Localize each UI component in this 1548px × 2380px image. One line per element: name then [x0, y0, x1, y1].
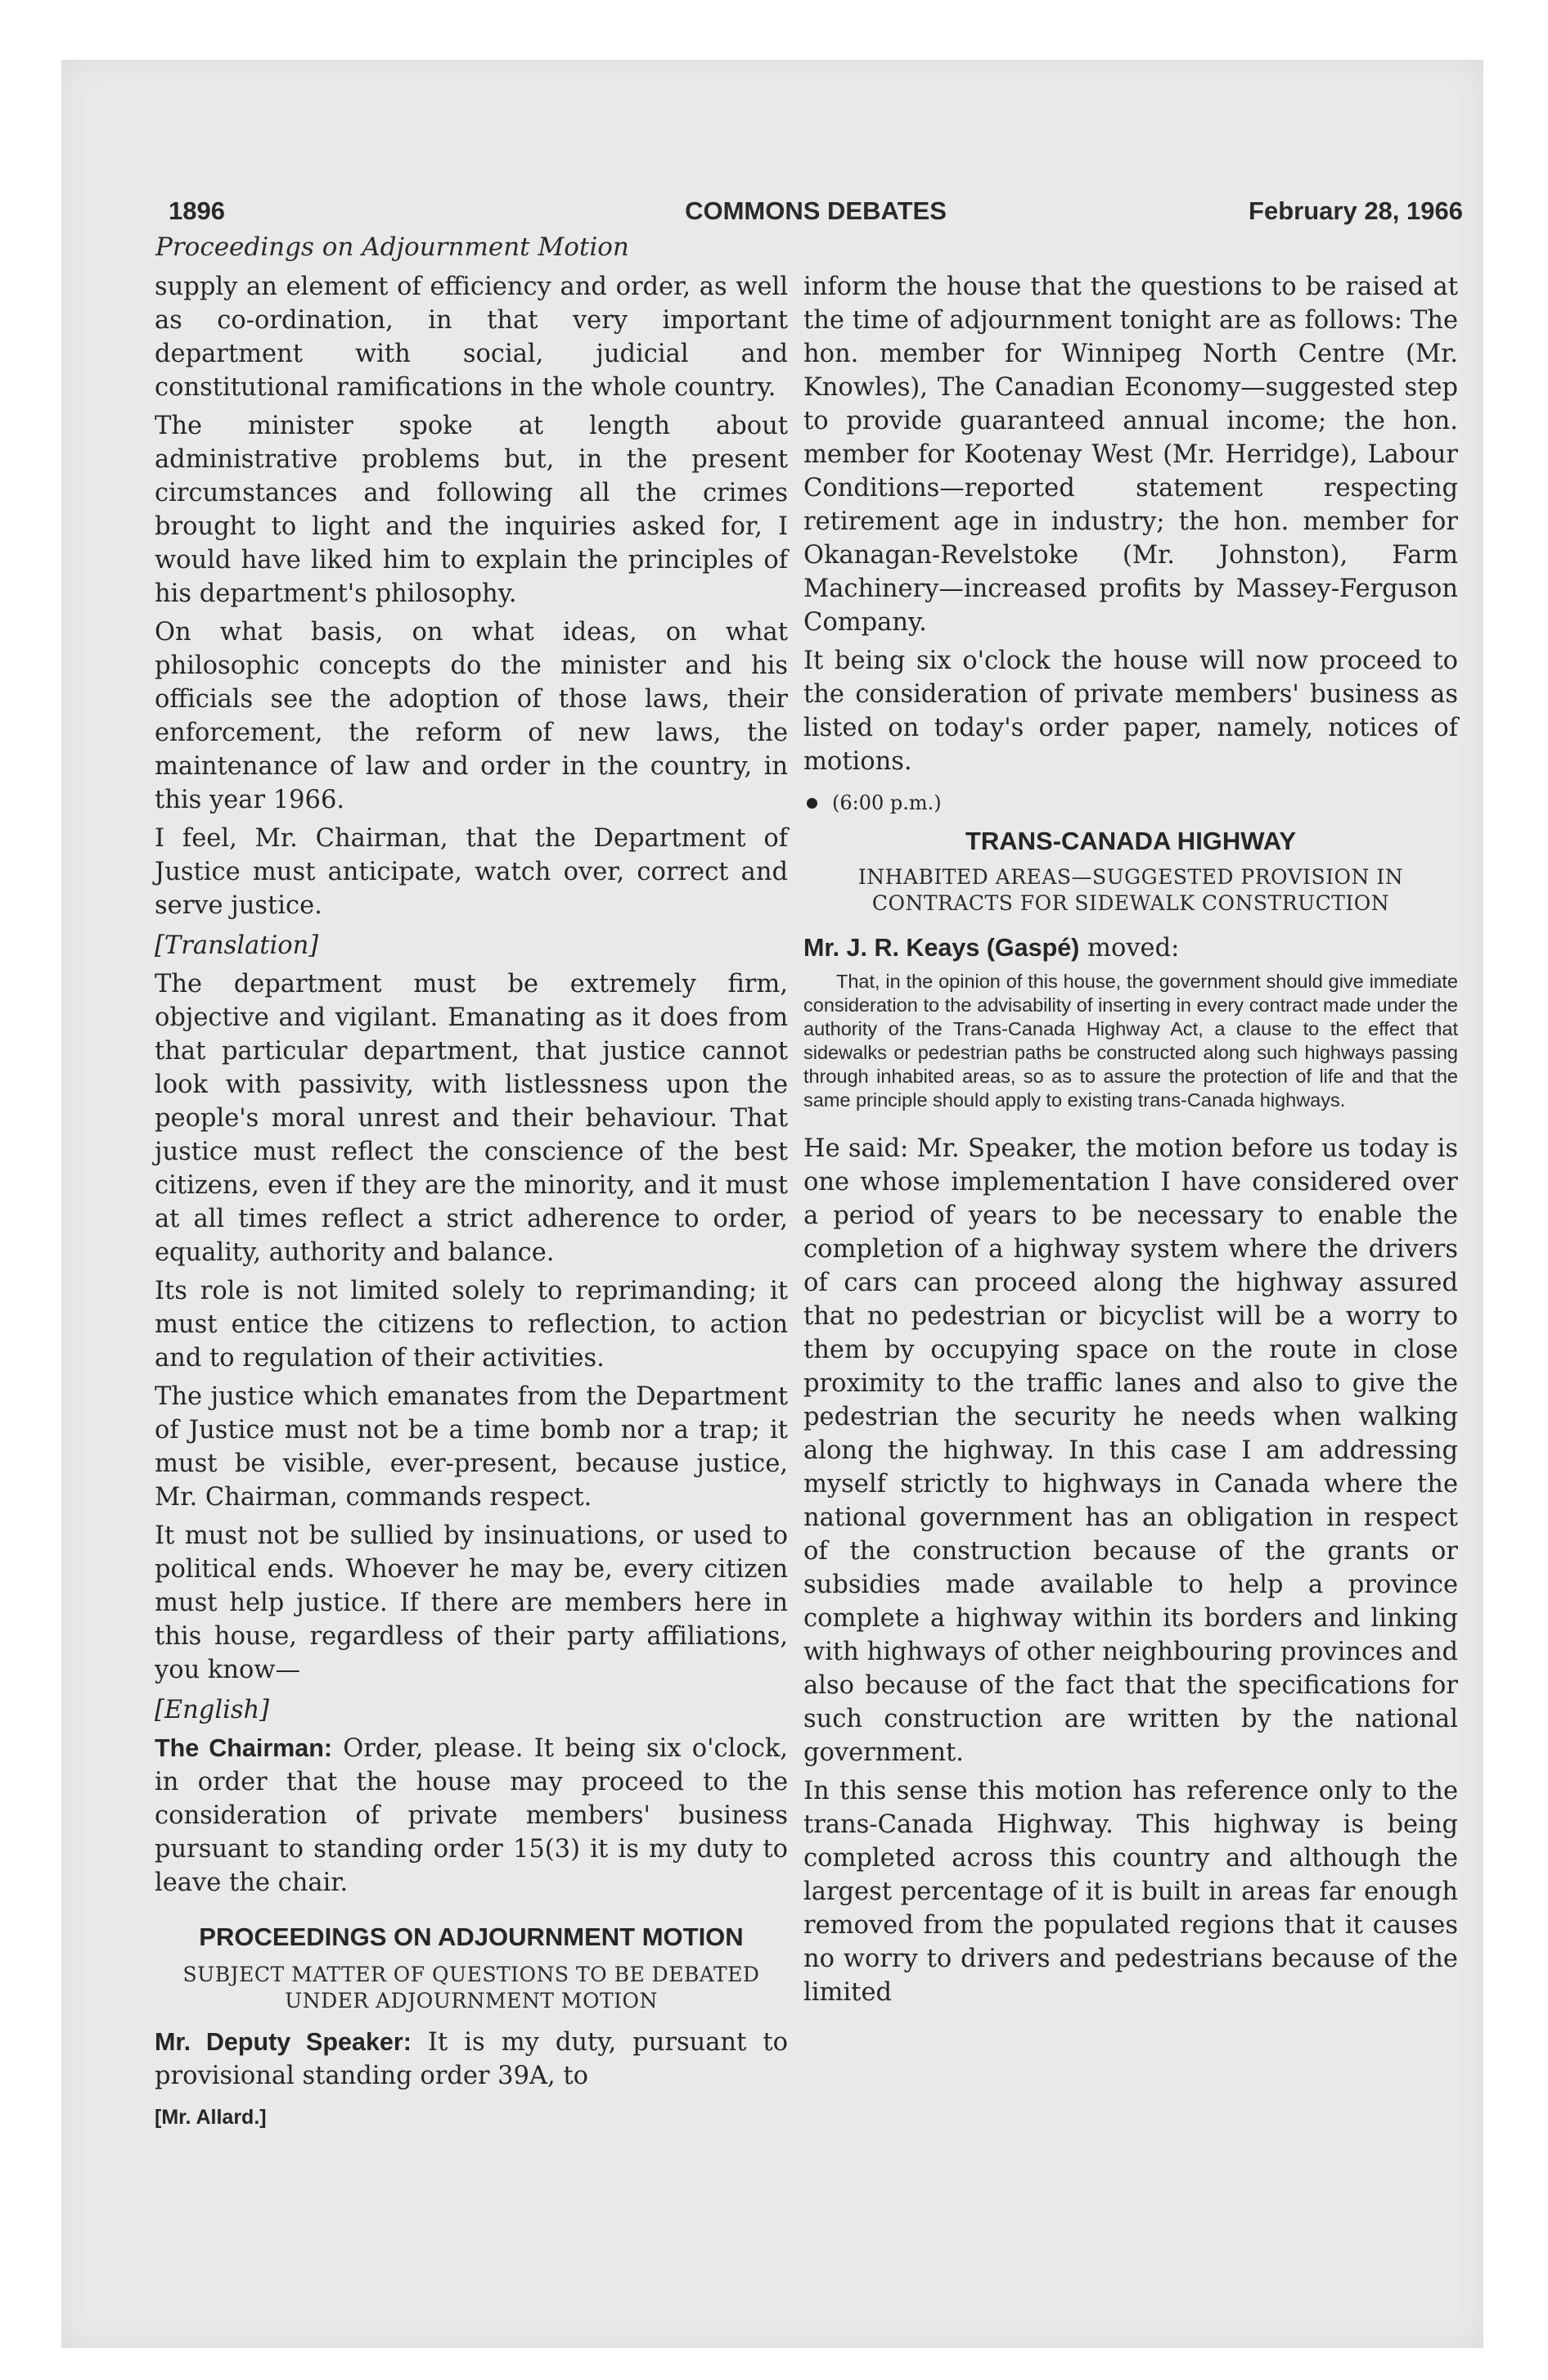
- section-heading: TRANS-CANADA HIGHWAY: [965, 827, 1297, 855]
- translation-tag: [Translation]: [155, 931, 319, 960]
- paragraph: It being six o'clock the house will now proceed to the consideration of private members' business as listed on today's order paper, namely, notices of motions.: [803, 647, 1458, 776]
- speech-text: It is my duty, pursuant to provisional standing order 39A, to: [155, 2028, 788, 2090]
- paragraph: The justice which emanates from the Department of Justice must not be a time bomb nor a trap; it must be visible, ever-present, because justice, Mr. Chairman, commands respect.: [155, 1382, 788, 1512]
- speech-text: Order, please. It being six o'clock, in order that the house may proceed to the consideration of private members' business pursuant to standing order 15(3) it is my duty to leave the chair.: [155, 1734, 788, 1897]
- running-head: Proceedings on Adjournment Motion: [155, 232, 629, 262]
- chairman-paragraph: [155, 1732, 788, 1900]
- section-subheading: SUBJECT MATTER OF QUESTIONS TO BE DEBATED UNDER ADJOURNMENT MOTION: [182, 1963, 760, 2013]
- page-header: [169, 196, 1463, 229]
- bullet-icon: [807, 798, 817, 809]
- page-number: 1896: [169, 196, 225, 225]
- speaker-name: The Chairman:: [155, 1734, 333, 1762]
- paragraph: inform the house that the questions to be raised at the time of adjournment tonight are as follows: The hon. member for Winnipeg North Centre (Mr. Knowles), The Canadian Economy—suggested step to provide guaranteed annual income; the hon. member for Kootenay West (Mr. Herridge), Labour Conditions—reported statement respecting retirement age in industry; the hon. member for Okanagan-Revelstoke (Mr. Johnston), Farm Machinery—increased profits by Massey-Ferguson Company.: [803, 273, 1458, 637]
- deputy-speaker-paragraph: [155, 2026, 788, 2093]
- left-column: [155, 270, 788, 2134]
- paragraph: I feel, Mr. Chairman, that the Department of Justice must anticipate, watch over, correct and serve justice.: [155, 824, 788, 920]
- english-tag: [English]: [155, 1696, 270, 1724]
- publication-title: COMMONS DEBATES: [685, 196, 947, 225]
- paragraph: supply an element of efficiency and order, as well as co-ordination, in that very important department with social, judicial and constitutional ramifications in the whole country.: [155, 273, 788, 402]
- paragraph: On what basis, on what ideas, on what philosophic concepts do the minister and his officials see the adoption of those laws, their enforcement, the reform of new laws, the maintenance of law and order in the country, in this year 1966.: [155, 618, 788, 814]
- motion-text: That, in the opinion of this house, the government should give immediate consideration to the advisability of inserting in every contract made under the authority of the Trans-Canada Highway Act, a clause to the effect that sidewalks or pedestrian paths be constructed along such highways passing through inhabited areas, so as to assure the protection of life and that the same principle should apply to existing trans-Canada highways.: [803, 971, 1458, 1111]
- page-date: February 28, 1966: [1249, 196, 1463, 225]
- speech-text: moved:: [1079, 934, 1180, 962]
- speaker-name: Mr. J. R. Keays (Gaspé): [803, 934, 1080, 962]
- paragraph: The minister spoke at length about administrative problems but, in the present circumstances and following all the crimes brought to light and the inquiries asked for, I would have liked him to explain the principles of his department's philosophy.: [155, 412, 788, 608]
- section-heading: PROCEEDINGS ON ADJOURNMENT MOTION: [199, 1922, 744, 1951]
- right-column: [803, 270, 1458, 2014]
- section-subheading: INHABITED AREAS—SUGGESTED PROVISION IN CONTRACTS FOR SIDEWALK CONSTRUCTION: [857, 865, 1404, 915]
- paragraph: The department must be extremely firm, objective and vigilant. Emanating as it does from that particular department, that justice cannot look with passivity, with listlessness upon the people's moral unrest and their behaviour. That justice must reflect the conscience of the best citizens, even if they are the minority, and it must at all times reflect a strict adherence to order, equality, authority and balance.: [155, 970, 788, 1267]
- paragraph: Its role is not limited solely to reprimanding; it must entice the citizens to reflection, to action and to regulation of their activities.: [155, 1277, 788, 1373]
- speaker-name: Mr. Deputy Speaker:: [155, 2028, 412, 2056]
- timestamp: [803, 787, 1458, 820]
- mover-paragraph: [803, 931, 1458, 965]
- column-footer: [Mr. Allard.]: [155, 2106, 267, 2129]
- paragraph: He said: Mr. Speaker, the motion before us today is one whose implementation I have considered over a period of years to be necessary to enable the completion of a highway system where the drivers of cars can proceed along the highway assured that no pedestrian or bicyclist will be a worry to them by occupying space on the route in close proximity to the traffic lanes and also to give the pedestrian the security he needs when walking along the highway. In this case I am addressing myself strictly to highways in Canada where the national government has an obligation in respect of the construction because of the grants or subsidies made available to help a province complete a highway within its borders and linking with highways of other neighbouring provinces and also because of the fact that the specifications for such construction are written by the national government.: [803, 1134, 1458, 1767]
- timestamp-text: (6:00 p.m.): [832, 791, 942, 814]
- paragraph: In this sense this motion has reference only to the trans-Canada Highway. This highway is being completed across this country and although the largest percentage of it is built in areas far enough removed from the populated regions that it causes no worry to drivers and pedestrians because of the limited: [803, 1777, 1458, 2007]
- paragraph: It must not be sullied by insinuations, or used to political ends. Whoever he may be, every citizen must help justice. If there are members here in this house, regardless of their party affiliations, you know—: [155, 1521, 788, 1684]
